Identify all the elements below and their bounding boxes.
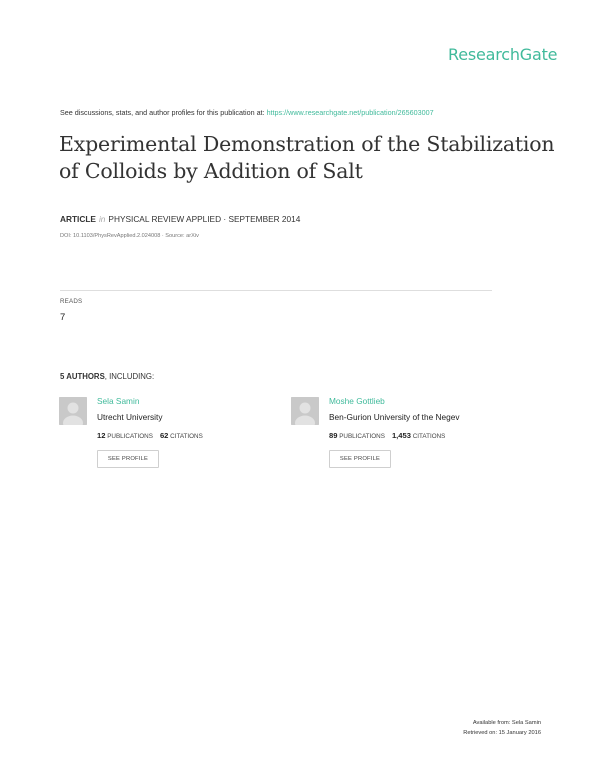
author-card xyxy=(59,396,289,476)
available-from: Available from: Sela Samin xyxy=(472,720,541,726)
citations-label: CITATIONS xyxy=(412,433,446,440)
publication-link[interactable]: https://www.researchgate.net/publication/265603007 xyxy=(266,108,434,117)
author-name[interactable]: Moshe Gottlieb xyxy=(329,396,385,406)
discussion-notice xyxy=(60,108,434,117)
authors-heading xyxy=(60,372,154,381)
authors-suffix: , INCLUDING: xyxy=(104,372,155,381)
author-institution: Utrecht University xyxy=(97,412,163,422)
see-profile-button[interactable]: SEE PROFILE xyxy=(97,450,159,468)
publications-count: 89 xyxy=(329,431,338,440)
retrieved-on: Retrieved on: 15 January 2016 xyxy=(463,729,541,736)
user-silhouette-icon[interactable] xyxy=(291,397,319,425)
citations-count: 62 xyxy=(159,431,169,440)
divider xyxy=(60,290,492,291)
author-stats xyxy=(97,431,203,440)
doi-source: DOI: 10.1103/PhysRevApplied.2.024008 · Source: arXiv xyxy=(60,233,199,239)
in-word: in xyxy=(98,214,106,224)
publications-label: PUBLICATIONS xyxy=(107,433,153,440)
author-name[interactable]: Sela Samin xyxy=(97,396,140,406)
author-stats xyxy=(329,431,445,440)
user-silhouette-icon[interactable] xyxy=(59,397,87,425)
citations-count: 1,453 xyxy=(391,431,411,440)
reads-count: 7 xyxy=(60,312,66,323)
publication-title: Experimental Demonstration of the Stabilization of Colloids by Addition of Salt xyxy=(59,132,555,183)
authors-count: 5 AUTHORS xyxy=(60,372,105,381)
citations-label: CITATIONS xyxy=(170,433,203,440)
see-profile-button[interactable]: SEE PROFILE xyxy=(329,450,391,468)
retrieval-footer xyxy=(463,719,541,738)
author-institution: Ben-Gurion University of the Negev xyxy=(329,412,460,422)
discussion-text: See discussions, stats, and author profiles for this publication at: xyxy=(60,108,265,117)
researchgate-logo[interactable]: ResearchGate xyxy=(448,45,558,64)
publications-label: PUBLICATIONS xyxy=(339,433,385,440)
article-type: ARTICLE xyxy=(60,214,96,224)
publication-meta xyxy=(60,214,300,224)
publications-count: 12 xyxy=(97,431,106,440)
journal-venue[interactable]: PHYSICAL REVIEW APPLIED · SEPTEMBER 2014 xyxy=(108,214,301,224)
reads-label: READS xyxy=(60,298,83,305)
author-card xyxy=(291,396,521,476)
